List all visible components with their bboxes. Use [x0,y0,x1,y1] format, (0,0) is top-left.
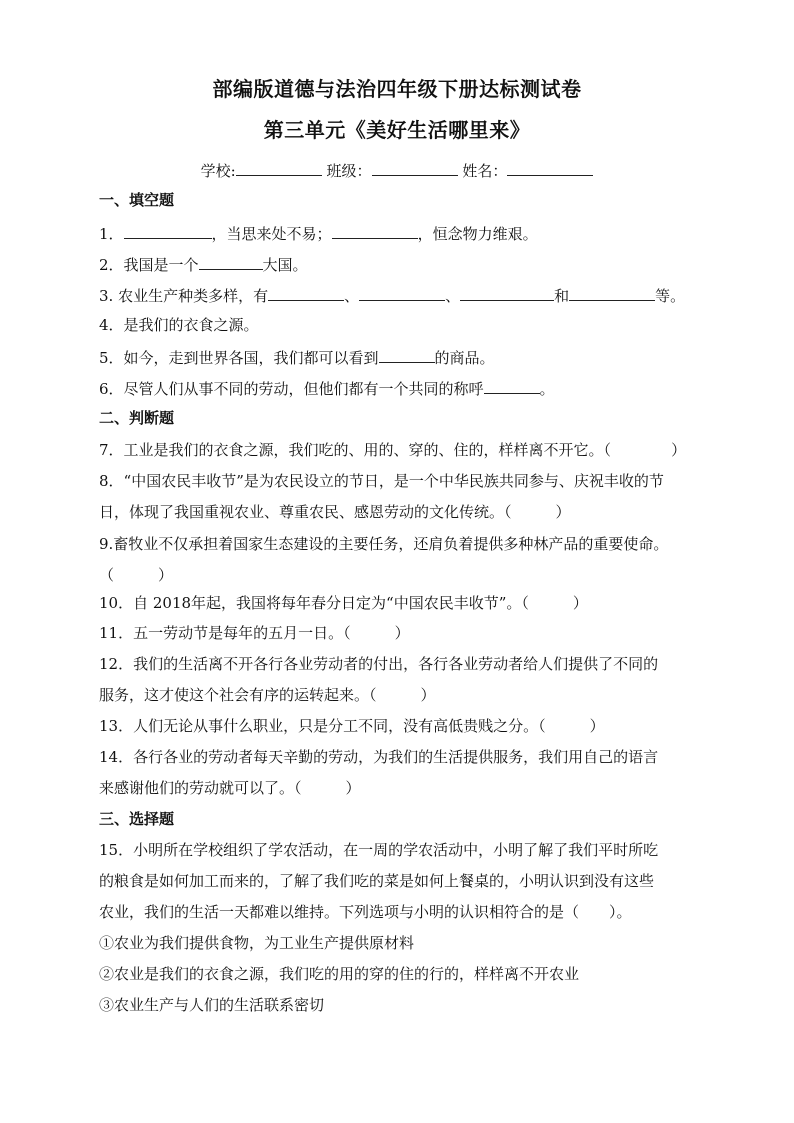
question-text: ） [158,566,174,584]
answer-blank[interactable] [268,284,344,301]
question-text: 服务，这才使这个社会有序的运转起来。（ [99,686,377,704]
page-title: 部编版道德与法治四年级下册达标测试卷 [212,77,582,101]
question-15-line-3: 农业，我们的生活一天都难以维持。下列选项与小明的认识相符合的是（ ）。 [99,903,632,921]
answer-blank[interactable] [484,377,540,394]
name-field[interactable] [507,159,593,176]
question-text: 等。 [655,287,686,305]
question-8-line-2 [99,502,571,522]
question-12-line-2 [99,685,436,705]
question-6 [99,377,555,399]
school-label: 学校: [200,162,236,180]
school-field[interactable] [236,159,322,176]
question-text: ，恒念物力维艰。 [417,225,538,243]
question-7 [99,440,686,460]
question-text: （ [99,566,115,584]
question-text: 5．如今，走到世界各国，我们都可以看到 [99,349,379,367]
question-8-line-1: 8．“中国农民丰收节”是为农民设立的节日，是一个中华民族共同参与、庆祝丰收的节 [99,472,664,490]
question-text: 7．工业是我们的衣食之源，我们吃的、用的、穿的、住的，样样离不开它。（ [99,441,612,459]
question-9-line-2 [99,565,173,585]
question-text: ） [589,717,605,735]
question-14-line-1: 14．各行各业的劳动者每天辛勤的劳动，为我们的生活提供服务，我们用自己的语言 [99,748,659,766]
question-15-line-1: 15．小明所在学校组织了学农活动，在一周的学农活动中，小明了解了我们平时所吃 [99,841,659,859]
question-text: 的商品。 [434,349,495,367]
unit-subtitle: 第三单元《美好生活哪里来》 [263,118,531,142]
option-1[interactable]: ①农业为我们提供食物，为工业生产提供原材料 [99,934,415,952]
question-12-line-1: 12．我们的生活离不开各行各业劳动者的付出，各行各业劳动者给人们提供了不同的 [99,655,659,673]
question-text: 大国。 [262,256,308,274]
answer-blank[interactable] [460,284,554,301]
section-choice-heading: 三、选择题 [99,810,175,828]
answer-blank[interactable] [124,222,212,239]
name-label: 姓名： [462,162,508,180]
section-fill-heading: 一、填空题 [99,191,175,209]
question-text: ） [572,594,588,612]
question-text: 2．我国是一个 [99,256,199,274]
option-2[interactable]: ②农业是我们的衣食之源，我们吃的用的穿的住的行的，样样离不开农业 [99,965,580,983]
question-text: 来感谢他们的劳动就可以了。（ [99,779,302,797]
question-13 [99,716,605,736]
question-11 [99,623,410,643]
answer-blank[interactable] [359,284,445,301]
question-text: 10．自 2018年起，我国将每年春分日定为“中国农民丰收节”。（ [99,594,529,612]
question-text: 、 [445,287,461,305]
question-text: 3. 农业生产种类多样，有 [99,287,269,305]
question-15-line-2: 的粮食是如何加工而来的，了解了我们吃的菜是如何上餐桌的，小明认识到没有这些 [99,872,655,890]
question-text: 、 [344,287,360,305]
question-text: ） [394,624,410,642]
answer-blank[interactable] [569,284,655,301]
question-text: 13．人们无论从事什么职业，只是分工不同，没有高低贵贱之分。（ [99,717,546,735]
question-5 [99,346,495,368]
question-10 [99,593,588,613]
question-text: 6．尽管人们从事不同的劳动，但他们都有一个共同的称呼 [99,380,484,398]
question-2 [99,253,308,275]
answer-blank[interactable] [199,253,263,270]
question-text: ） [671,441,687,459]
question-4: 4．是我们的衣食之源。 [99,316,259,334]
question-text: 。 [539,380,555,398]
question-text: ） [345,779,361,797]
class-field[interactable] [372,159,458,176]
class-label: 班级： [326,162,372,180]
question-14-line-2 [99,778,361,798]
question-text: 和 [554,287,570,305]
question-text: 11．五一劳动节是每年的五月一日。（ [99,624,351,642]
option-3[interactable]: ③农业生产与人们的生活联系密切 [99,996,325,1014]
question-3 [99,284,685,306]
student-info-row [0,159,794,181]
question-1 [99,222,538,244]
question-number: 1． [99,225,124,243]
answer-blank[interactable] [332,222,418,239]
answer-blank[interactable] [379,346,435,363]
question-text: ，当思来处不易； [211,225,332,243]
question-text: ） [420,686,436,704]
question-text: 日，体现了我国重视农业、尊重农民、感恩劳动的文化传统。（ [99,503,512,521]
question-9-line-1: 9.畜牧业不仅承担着国家生态建设的主要任务，还肩负着提供多种林产品的重要使命。 [99,535,669,553]
section-judge-heading: 二、判断题 [99,409,175,427]
question-text: ） [555,503,571,521]
